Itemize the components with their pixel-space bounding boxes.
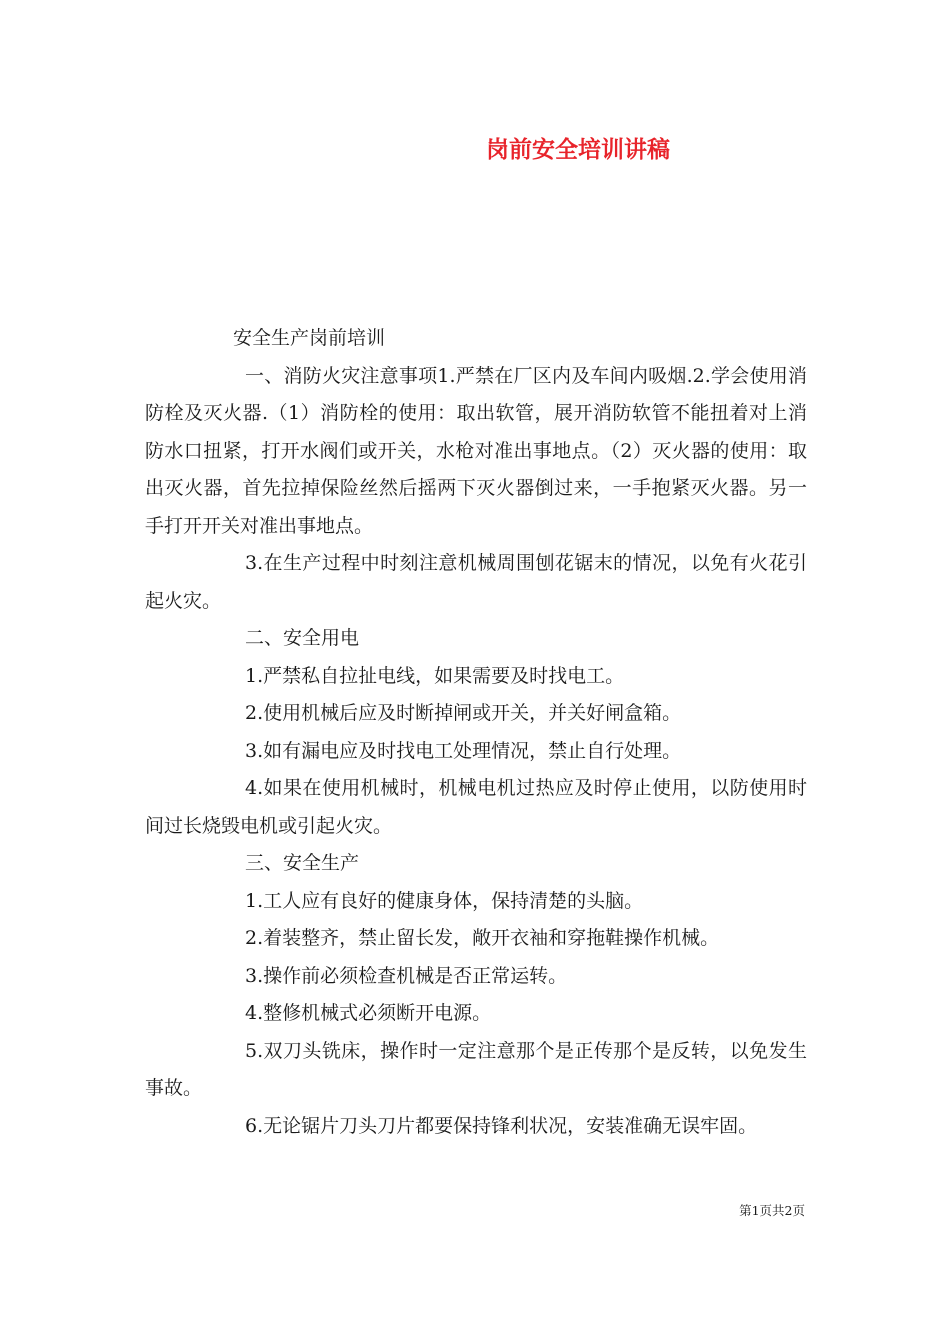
paragraph-electricity-item-2: 2.使用机械后应及时断掉闸或开关，并关好闸盒箱。 [245,702,682,724]
section-heading-main: 安全生产岗前培训 [233,327,386,349]
paragraph-electricity-item-1: 1.严禁私自拉扯电线，如果需要及时找电工。 [245,664,625,687]
paragraph-fire-safety: 一、消防火灾注意事项1.严禁在厂区内及车间内吸烟.2.学会使用消防栓及灭火器.（1）消防栓的使用：取出软管，展开消防软管不能扭着对上消防水口扭紧，打开水阀们或开关，水枪对准出事地点。（2）灭火器的使用：取出灭火器，首先拉掉保险丝然后摇两下灭火器倒过来，一手抱紧灭火器。另一手打开开关对准出事地点。 [145,364,807,537]
paragraph-production-item-6: 6.无论锯片刀头刀片都要保持锋利状况，安装准确无误牢固。 [245,1114,758,1137]
paragraph-production-item-3: 3.操作前必须检查机械是否正常运转。 [245,964,568,987]
paragraph-electricity-item-3: 3.如有漏电应及时找电工处理情况，禁止自行处理。 [245,739,682,762]
section-heading-electricity: 二、安全用电 [245,627,360,649]
paragraph-production-item-5: 5.双刀头铣床，操作时一定注意那个是正传那个是反转，以免发生事故。 [145,1039,807,1099]
paragraph-fire-item-3: 3.在生产过程中时刻注意机械周围刨花锯末的情况，以免有火花引起火灾。 [145,552,807,612]
paragraph-production-item-4: 4.整修机械式必须断开电源。 [245,1002,492,1024]
paragraph-production-item-1: 1.工人应有良好的健康身体，保持清楚的头脑。 [245,889,644,912]
page-number: 第1页共2页 [739,1203,805,1218]
paragraph-production-item-2: 2.着装整齐，禁止留长发，敞开衣袖和穿拖鞋操作机械。 [245,927,720,949]
document-body [145,320,807,1145]
section-heading-production: 三、安全生产 [245,852,360,874]
paragraph-electricity-item-4: 4.如果在使用机械时，机械电机过热应及时停止使用，以防使用时间过长烧毁电机或引起火灾。 [145,777,807,837]
document-title: 岗前安全培训讲稿 [486,136,670,163]
